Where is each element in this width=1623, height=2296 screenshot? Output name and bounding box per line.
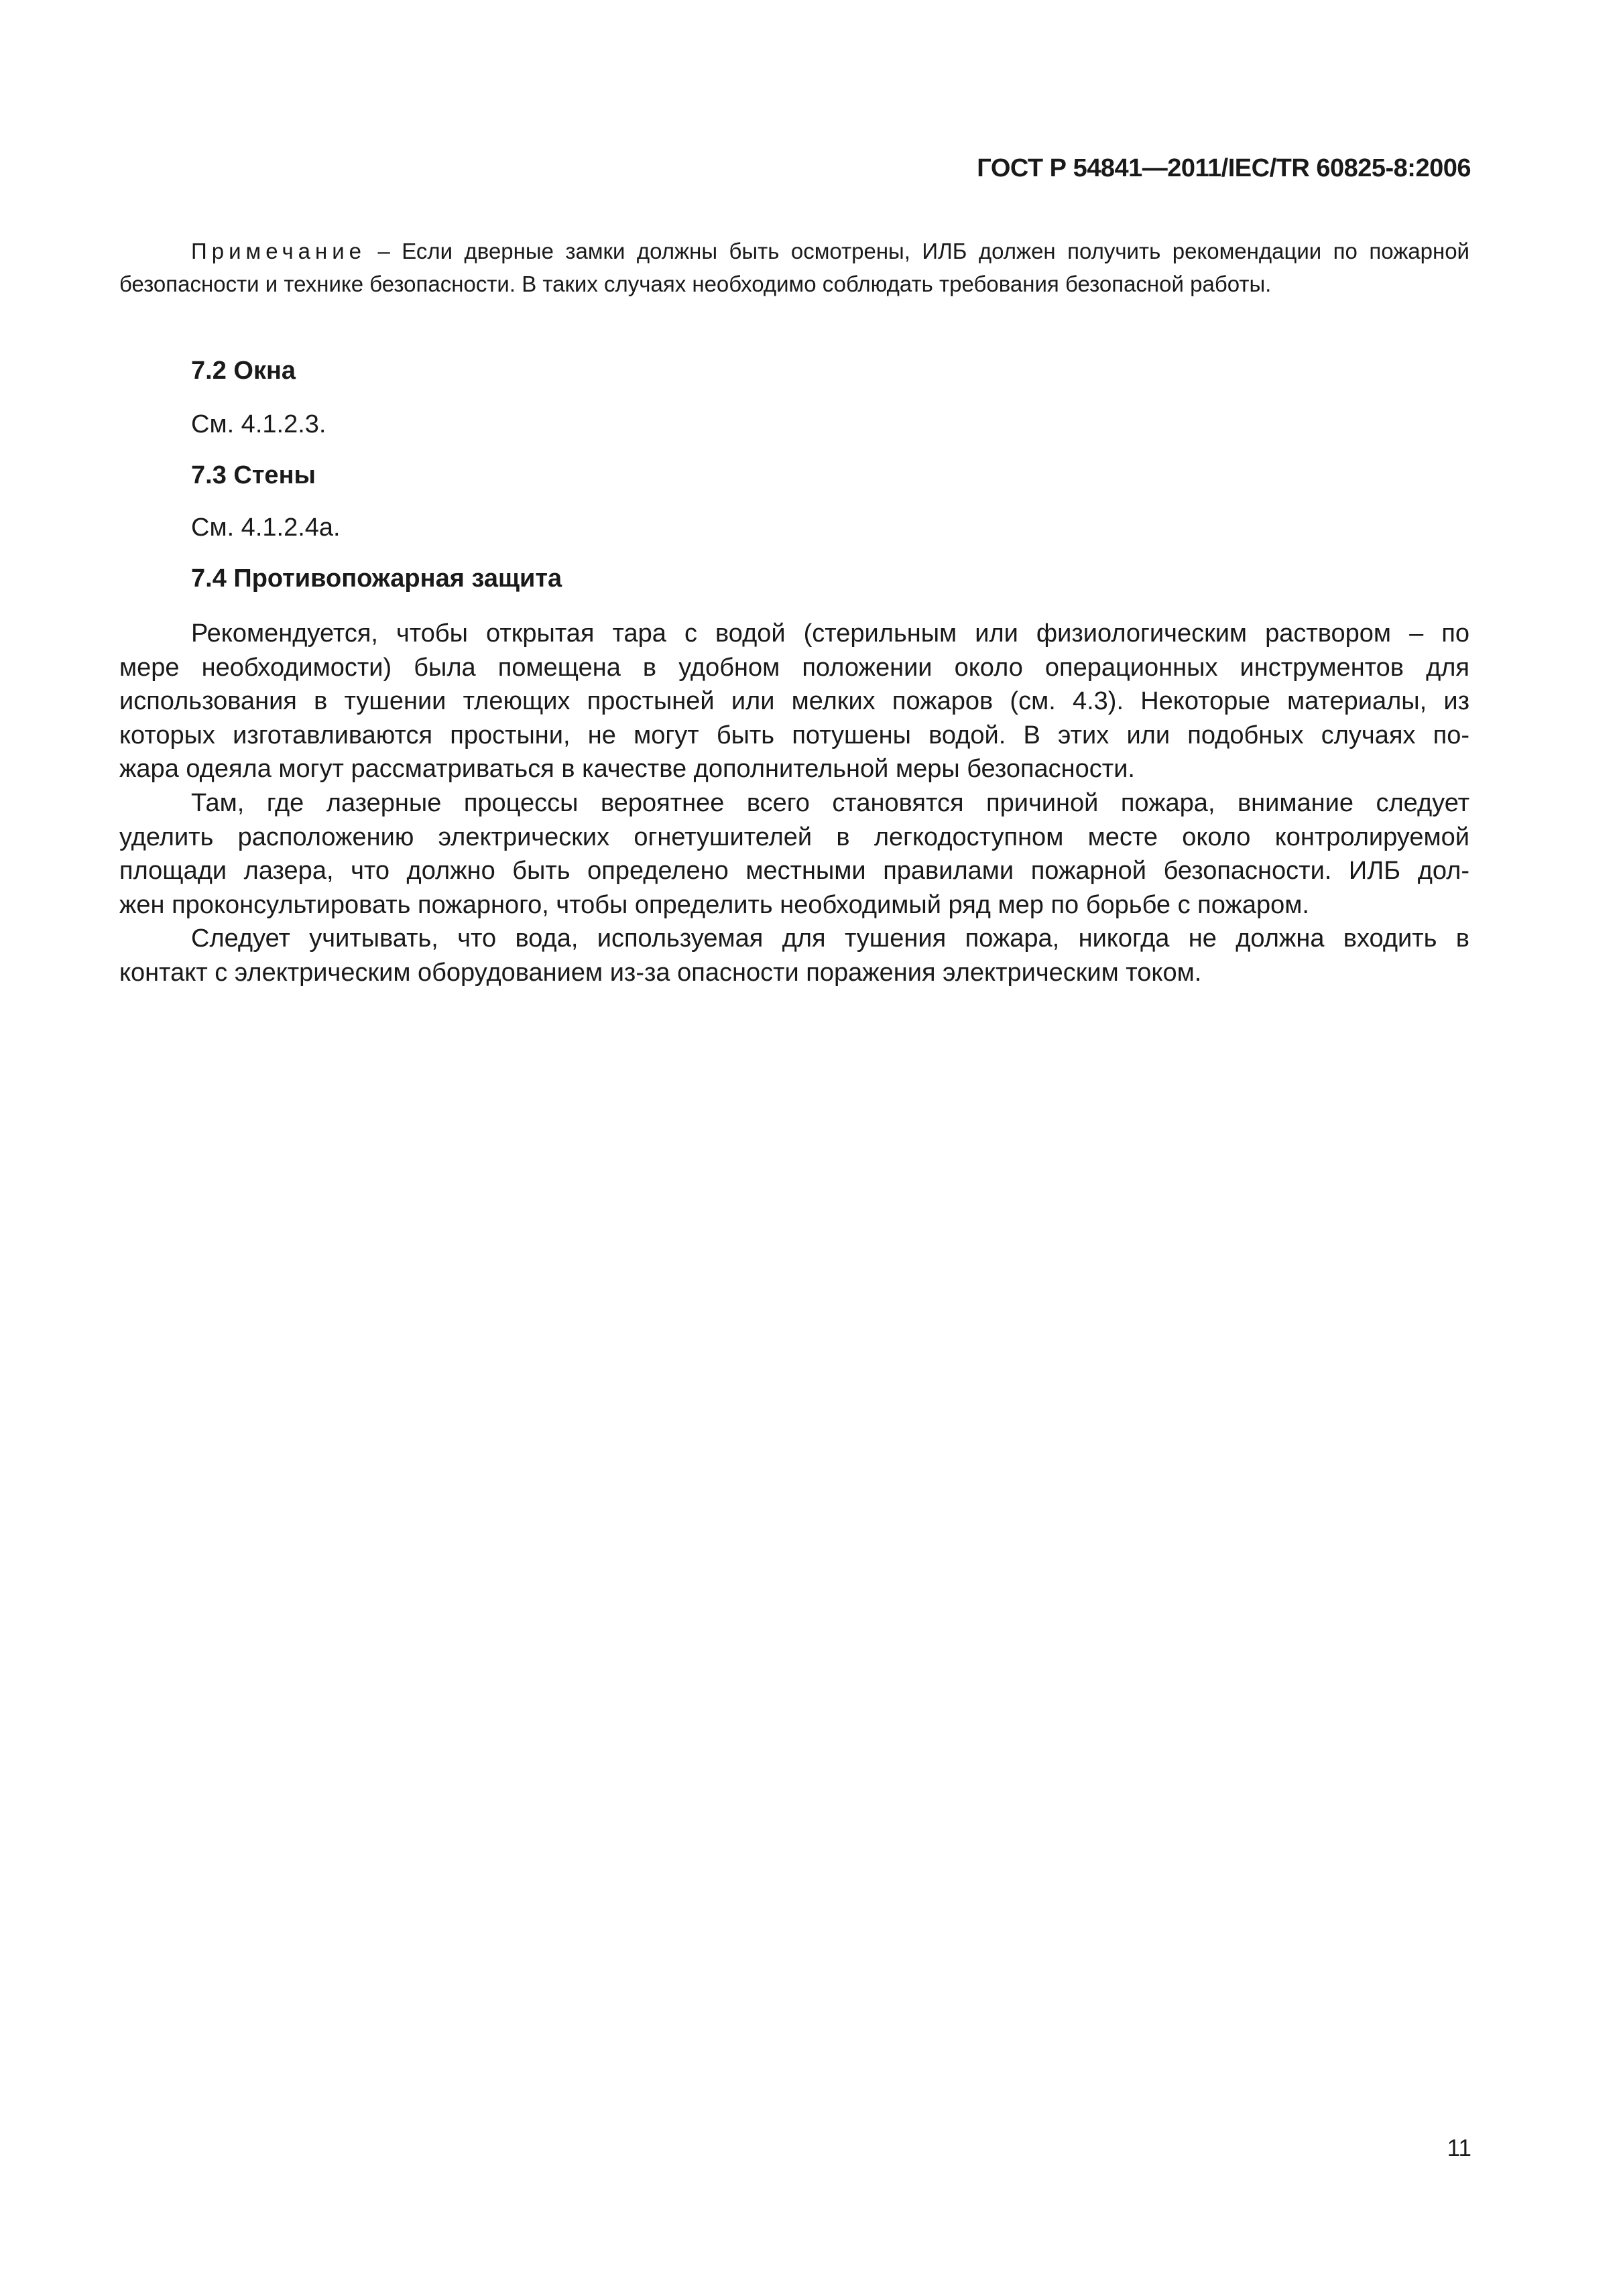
section-7-4-body <box>119 617 1469 990</box>
section-7-2-ref: См. 4.1.2.3. <box>191 410 326 438</box>
note-label: Примечание <box>191 239 367 263</box>
p2-line-3: площади лазера, что должно быть определено местными правилами пожарной безопасности. ИЛБ дол- <box>119 857 1469 886</box>
p3-line-2: контакт с электрическим оборудованием из-за опасности поражения электрическим током. <box>119 958 1202 987</box>
note-paragraph <box>119 235 1469 300</box>
page-number: 11 <box>1447 2135 1471 2161</box>
section-7-3-title: 7.3 Стены <box>191 461 316 489</box>
p1-line-3: использования в тушении тлеющих простыней или мелких пожаров (см. 4.3). Некоторые материалы, из <box>119 687 1469 716</box>
p2-line-1: Там, где лазерные процессы вероятнее всего становятся причиной пожара, внимание следует <box>191 788 1469 817</box>
section-7-4-title: 7.4 Противопожарная защита <box>191 564 562 593</box>
p2-line-4: жен проконсультировать пожарного, чтобы определить необходимый ряд мер по борьбе с пожаром. <box>119 890 1309 919</box>
p3-line-1: Следует учитывать, что вода, используемая для тушения пожара, никогда не должна входить в <box>191 924 1469 953</box>
p1-line-2: мере необходимости) была помещена в удобном положении около операционных инструментов для <box>119 653 1469 682</box>
section-7-3-ref: См. 4.1.2.4а. <box>191 513 341 542</box>
p1-line-5: жара одеяла могут рассматриваться в качестве дополнительной меры безопасности. <box>119 755 1135 784</box>
section-7-2-title: 7.2 Окна <box>191 357 296 385</box>
p1-line-1: Рекомендуется, чтобы открытая тара с водой (стерильным или физиологическим раствором – по <box>191 619 1469 648</box>
document-code: ГОСТ Р 54841—2011/IEC/TR 60825-8:2006 <box>977 154 1471 182</box>
p2-line-2: уделить расположению электрических огнетушителей в легкодоступном месте около контролируемой <box>119 823 1469 851</box>
p1-line-4: которых изготавливаются простыни, не могут быть потушены водой. В этих или подобных случаях по- <box>119 721 1469 749</box>
note-text: – Если дверные замки должны быть осмотрены, ИЛБ должен получить рекомендации по пожарной безопасности и технике безопасности. В таких случаях необходимо соблюдать требования безопасной работы. <box>119 239 1469 296</box>
